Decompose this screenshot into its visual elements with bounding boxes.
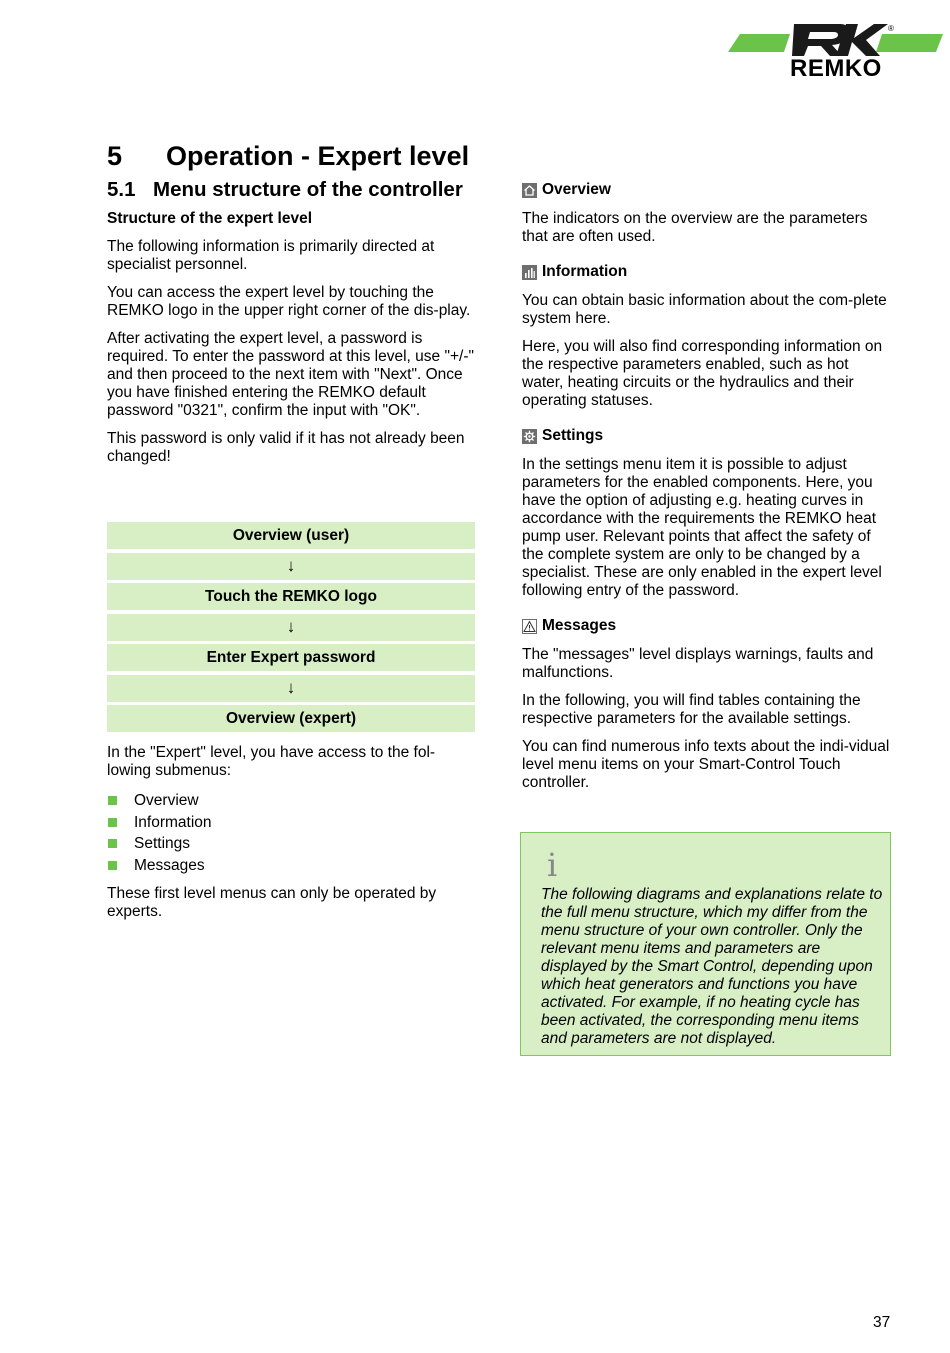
messages-text-2: In the following, you will find tables containing the respective parameters for the available settings. — [522, 692, 861, 727]
home-icon — [522, 183, 537, 198]
registered-mark: ® — [888, 24, 894, 33]
section-number: 5.1 — [107, 178, 136, 201]
list-item-label: Overview — [134, 792, 199, 809]
bullet-square-icon — [108, 839, 117, 848]
list-item — [107, 812, 477, 834]
bar-chart-icon — [522, 265, 537, 280]
overview-text: The indicators on the overview are the parameters that are often used. — [522, 210, 868, 245]
overview-title — [522, 180, 894, 200]
list-item — [107, 833, 477, 855]
settings-title-text: Settings — [542, 427, 604, 444]
information-title — [522, 262, 894, 282]
list-item-label: Information — [134, 813, 212, 831]
flow-diagram — [107, 522, 475, 736]
chapter-title: Operation - Expert level — [166, 141, 470, 171]
list-item — [107, 855, 477, 877]
section-title: Menu structure of the controller — [153, 178, 463, 201]
overview-title-text: Overview — [542, 181, 611, 198]
bullet-square-icon — [108, 796, 117, 805]
submenu-intro: In the "Expert" level, you have access to the fol-lowing submenus: — [107, 744, 436, 779]
paragraph-3: After activating the expert level, a password is required. To enter the password at this level, use "+/-" and then proceed to the next item with "Next". Once you have finished entering the REMKO default password "0321", confirm the input with "OK". — [107, 330, 474, 419]
arrow-down-icon: ↓ — [107, 553, 475, 580]
bullet-square-icon — [108, 818, 117, 827]
right-column — [522, 180, 894, 802]
list-item-label: Settings — [134, 835, 191, 852]
logo-wordmark: REMKO — [790, 55, 882, 82]
settings-text: In the settings menu item it is possible to adjust parameters for the enabled components. Here, you have the option of adjusting e.g. heating curves in accordance with the requirements the REMKO heat pump user. Relevant points that affect the safety of the complete system are only to be changed by a specialist. These are only enabled in the expert level following entry of the password. — [522, 456, 882, 599]
chapter-number: 5 — [107, 141, 123, 171]
messages-text-1: The "messages" level displays warnings, faults and malfunctions. — [522, 646, 874, 681]
info-icon: i — [547, 846, 558, 884]
information-text-1: You can obtain basic information about the com-plete system here. — [522, 292, 887, 327]
left-column — [107, 210, 477, 476]
submenu-outro: These first level menus can only be operated by experts. — [107, 885, 437, 920]
arrow-down-icon: ↓ — [107, 675, 475, 702]
arrow-down-icon: ↓ — [107, 614, 475, 641]
list-item — [107, 790, 477, 812]
structure-title: Structure of the expert level — [107, 210, 313, 227]
messages-title — [522, 616, 894, 636]
info-note-text: The following diagrams and explanations relate to the full menu structure, which my differ from the menu structure of your own controller. Only the relevant menu items and parameters are displayed by the Smart Control, depending upon which heat generators and functions you have activated. For example, if no heating cycle has been activated, the corresponding menu items and parameters are not displayed. — [541, 886, 883, 1047]
settings-title — [522, 426, 894, 446]
flow-step: Overview (user) — [107, 522, 475, 549]
flow-step: Touch the REMKO logo — [107, 583, 475, 610]
list-item-label: Messages — [134, 856, 205, 874]
messages-title-text: Messages — [542, 617, 617, 634]
bullet-square-icon — [108, 861, 117, 870]
info-note — [520, 832, 891, 1056]
section-heading — [107, 178, 463, 202]
page-number: 37 — [873, 1314, 891, 1331]
flow-step: Overview (expert) — [107, 705, 475, 732]
warning-icon — [522, 619, 537, 634]
paragraph-2: You can access the expert level by touching the REMKO logo in the upper right corner of the dis-play. — [107, 284, 471, 319]
remko-logo[interactable] — [728, 18, 943, 88]
information-text-2: Here, you will also find corresponding information on the respective parameters enabled, such as hot water, heating circuits or the hydraulics and their operating statuses. — [522, 338, 883, 409]
submenu-list — [107, 790, 477, 876]
paragraph-1: The following information is primarily directed at specialist personnel. — [107, 238, 435, 273]
gear-icon — [522, 429, 537, 444]
flow-step: Enter Expert password — [107, 644, 475, 671]
paragraph-4: This password is only valid if it has not already been changed! — [107, 430, 465, 465]
messages-text-3: You can find numerous info texts about the indi-vidual level menu items on your Smart-Control Touch controller. — [522, 738, 890, 791]
information-title-text: Information — [542, 263, 628, 280]
submenu-section — [107, 744, 477, 931]
chapter-heading — [107, 140, 469, 172]
